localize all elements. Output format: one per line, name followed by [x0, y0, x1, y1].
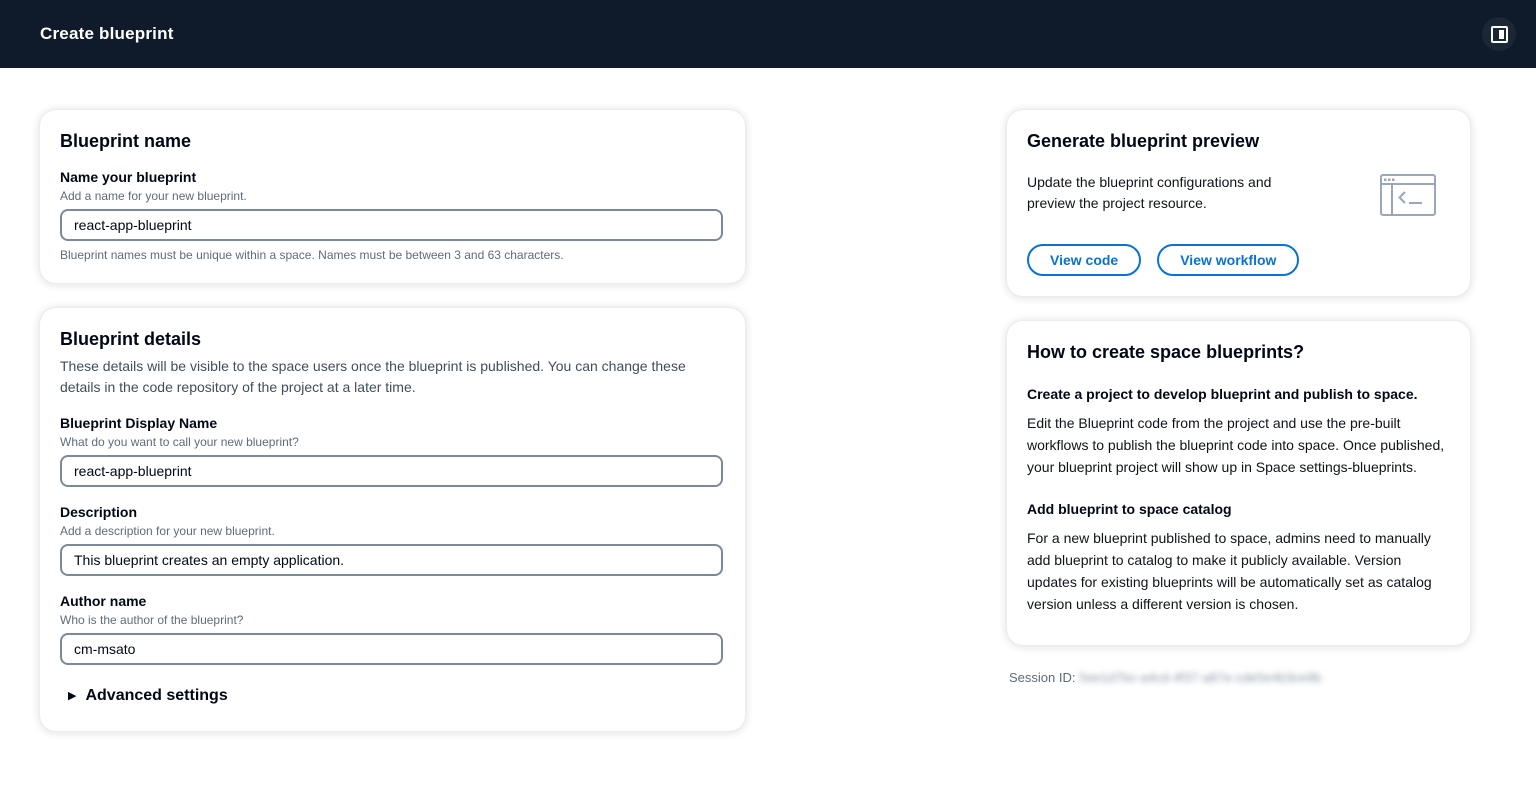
author-name-field [60, 592, 725, 665]
help-section-body: Edit the Blueprint code from the project and use the pre-built workflows to publish the blueprint code into space. Once published, your blueprint project will show up in Space settings-blueprints. [1027, 415, 1445, 475]
advanced-settings-label: Advanced settings [85, 687, 228, 704]
blueprint-details-card [40, 308, 745, 731]
advanced-settings-toggle[interactable] [60, 687, 228, 705]
card-description: These details will be visible to the space users once the blueprint is published. You can change these details in the code repository of the project at a later time. [60, 358, 686, 395]
form-column [40, 110, 745, 756]
split-panel-icon [1491, 26, 1508, 43]
help-section-heading: Create a project to develop blueprint and publish to space. [1027, 386, 1418, 402]
field-description: Add a description for your new blueprint. [60, 524, 275, 538]
session-id-value-blurred: 5ee1d7bc-a4cd-4f37-a87e-cde5e4b3ce9b [1079, 670, 1322, 685]
field-label: Blueprint Display Name [60, 415, 218, 431]
card-title: Generate blueprint preview [1027, 131, 1260, 151]
field-description: Add a name for your new blueprint. [60, 189, 247, 203]
preview-actions [1027, 244, 1450, 276]
session-id [1007, 670, 1470, 685]
code-window-icon [1380, 174, 1436, 218]
description-field [60, 503, 725, 576]
display-name-input[interactable] [60, 455, 723, 487]
help-section-catalog [1027, 500, 1450, 615]
card-title: How to create space blueprints? [1027, 342, 1305, 362]
generate-preview-card [1007, 110, 1470, 296]
description-input[interactable] [60, 544, 723, 576]
view-code-button[interactable]: View code [1027, 244, 1141, 276]
field-description: Who is the author of the blueprint? [60, 613, 244, 627]
card-title: Blueprint name [60, 131, 192, 151]
field-description: What do you want to call your new blueprint? [60, 435, 299, 449]
preview-row [1027, 172, 1450, 218]
card-title: Blueprint details [60, 329, 202, 349]
caret-right-icon: ▶ [68, 689, 77, 702]
preview-description: Update the blueprint configurations and preview the project resource. [1027, 174, 1272, 211]
field-label: Author name [60, 593, 147, 609]
page-title: Create blueprint [40, 24, 174, 43]
author-name-input[interactable] [60, 633, 723, 665]
field-label: Name your blueprint [60, 169, 197, 185]
blueprint-name-input[interactable] [60, 209, 723, 241]
blueprint-name-field [60, 168, 725, 263]
side-column [1007, 110, 1470, 756]
field-label: Description [60, 504, 138, 520]
main-content [0, 68, 1536, 756]
display-name-field [60, 414, 725, 487]
help-section-body: For a new blueprint published to space, admins need to manually add blueprint to catalog to make it publicly available. Version updates for existing blueprints will be automatically set as catalog version unless a different version is chosen. [1027, 530, 1432, 612]
help-section-heading: Add blueprint to space catalog [1027, 501, 1232, 517]
session-id-label: Session ID: [1009, 670, 1076, 685]
field-constraint: Blueprint names must be unique within a space. Names must be between 3 and 63 characters. [60, 248, 564, 262]
split-panel-toggle-button[interactable] [1482, 17, 1516, 51]
blueprint-name-card [40, 110, 745, 283]
view-workflow-button[interactable]: View workflow [1157, 244, 1299, 276]
app-header [0, 0, 1536, 68]
help-section-publish [1027, 385, 1450, 478]
help-card [1007, 321, 1470, 645]
